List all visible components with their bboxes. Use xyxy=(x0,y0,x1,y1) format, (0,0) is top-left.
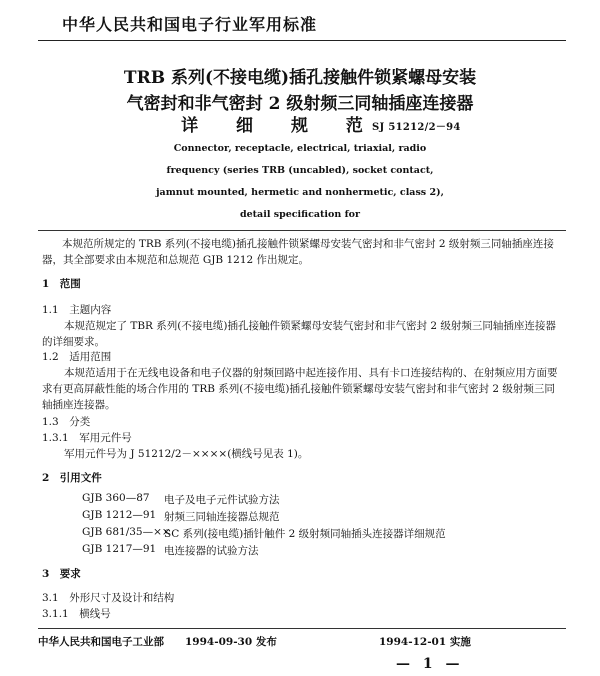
reference-title: 电连接器的试验方法 xyxy=(164,545,259,557)
reference-code: GJB 1212—91 xyxy=(82,509,157,521)
header-rule xyxy=(38,40,566,41)
reference-title: SC 系列(接电缆)插针触件 2 级射频同轴插头连接器详细规范 xyxy=(164,528,446,540)
english-title-line-4: detail specification for xyxy=(239,209,360,220)
reference-code: GJB 681/35—×× xyxy=(82,526,171,538)
title-line-1: TRB 系列(不接电缆)插孔接触件锁紧螺母安装 xyxy=(123,68,477,88)
reference-code: GJB 1217—91 xyxy=(82,543,157,555)
reference-title: 射频三同轴连接器总规范 xyxy=(164,511,280,523)
title-line-3: 详 细 规 范 xyxy=(181,116,379,136)
english-title-line-2: frequency (series TRB (uncabled), socket contact, xyxy=(166,165,434,176)
section-1-2-heading: 1.2 适用范围 xyxy=(42,351,112,363)
reference-code: GJB 360—87 xyxy=(82,492,150,504)
standard-code: SJ 51212/2－94 xyxy=(372,122,461,133)
section-1-heading: 1 范围 xyxy=(42,278,81,290)
intro-paragraph: 本规范所规定的 TRB 系列(不接电缆)插孔接触件锁紧螺母安装气密封和非气密封 2 级射频三同轴插座连接器，其全部要求由本规范和总规范 GJB 1212 作出规定。 xyxy=(42,238,554,266)
section-1-3-1-text: 军用元件号为 J 51212/2－××××(横线号见表 1)。 xyxy=(64,448,309,460)
section-1-3-heading: 1.3 分类 xyxy=(42,416,91,428)
issue-date: 中华人民共和国电子工业部 1994-09-30 发布 xyxy=(38,636,277,648)
english-title-line-1: Connector, receptacle, electrical, triaxial, radio xyxy=(173,143,427,154)
section-2-heading: 2 引用文件 xyxy=(42,472,102,484)
section-1-3-1-heading: 1.3.1 军用元件号 xyxy=(42,432,132,444)
section-3-heading: 3 要求 xyxy=(42,568,81,580)
section-1-1-text: 本规范规定了 TBR 系列(不接电缆)插孔接触件锁紧螺母安装气密封和非气密封 2 级射频三同轴插座连接器的详细要求。 xyxy=(42,320,556,348)
standard-type-header: 中华人民共和国电子行业军用标准 xyxy=(62,15,318,34)
section-1-1-heading: 1.1 主题内容 xyxy=(42,304,112,316)
title-divider xyxy=(38,230,566,231)
page-number: — 1 — xyxy=(396,656,464,672)
implementation-date: 1994-12-01 实施 xyxy=(379,636,471,648)
section-3-1-1-heading: 3.1.1 横线号 xyxy=(42,608,111,620)
english-title-line-3: jamnut mounted, hermetic and nonhermetic, class 2), xyxy=(156,187,444,198)
title-line-2: 气密封和非气密封 2 级射频三同轴插座连接器 xyxy=(126,94,474,114)
footer-rule xyxy=(38,628,566,629)
reference-title: 电子及电子元件试验方法 xyxy=(164,494,280,506)
section-3-1-heading: 3.1 外形尺寸及设计和结构 xyxy=(42,592,175,604)
section-1-2-text: 本规范适用于在无线电设备和电子仪器的射频回路中起连接作用、具有卡口连接结构的、在射频应用方面要求有更高屏蔽性能的场合作用的 TRB 系列(不接电缆)插孔接触件锁紧螺母安装气密封和非气密封 2 级射频三同轴插座连接器。 xyxy=(42,367,558,411)
